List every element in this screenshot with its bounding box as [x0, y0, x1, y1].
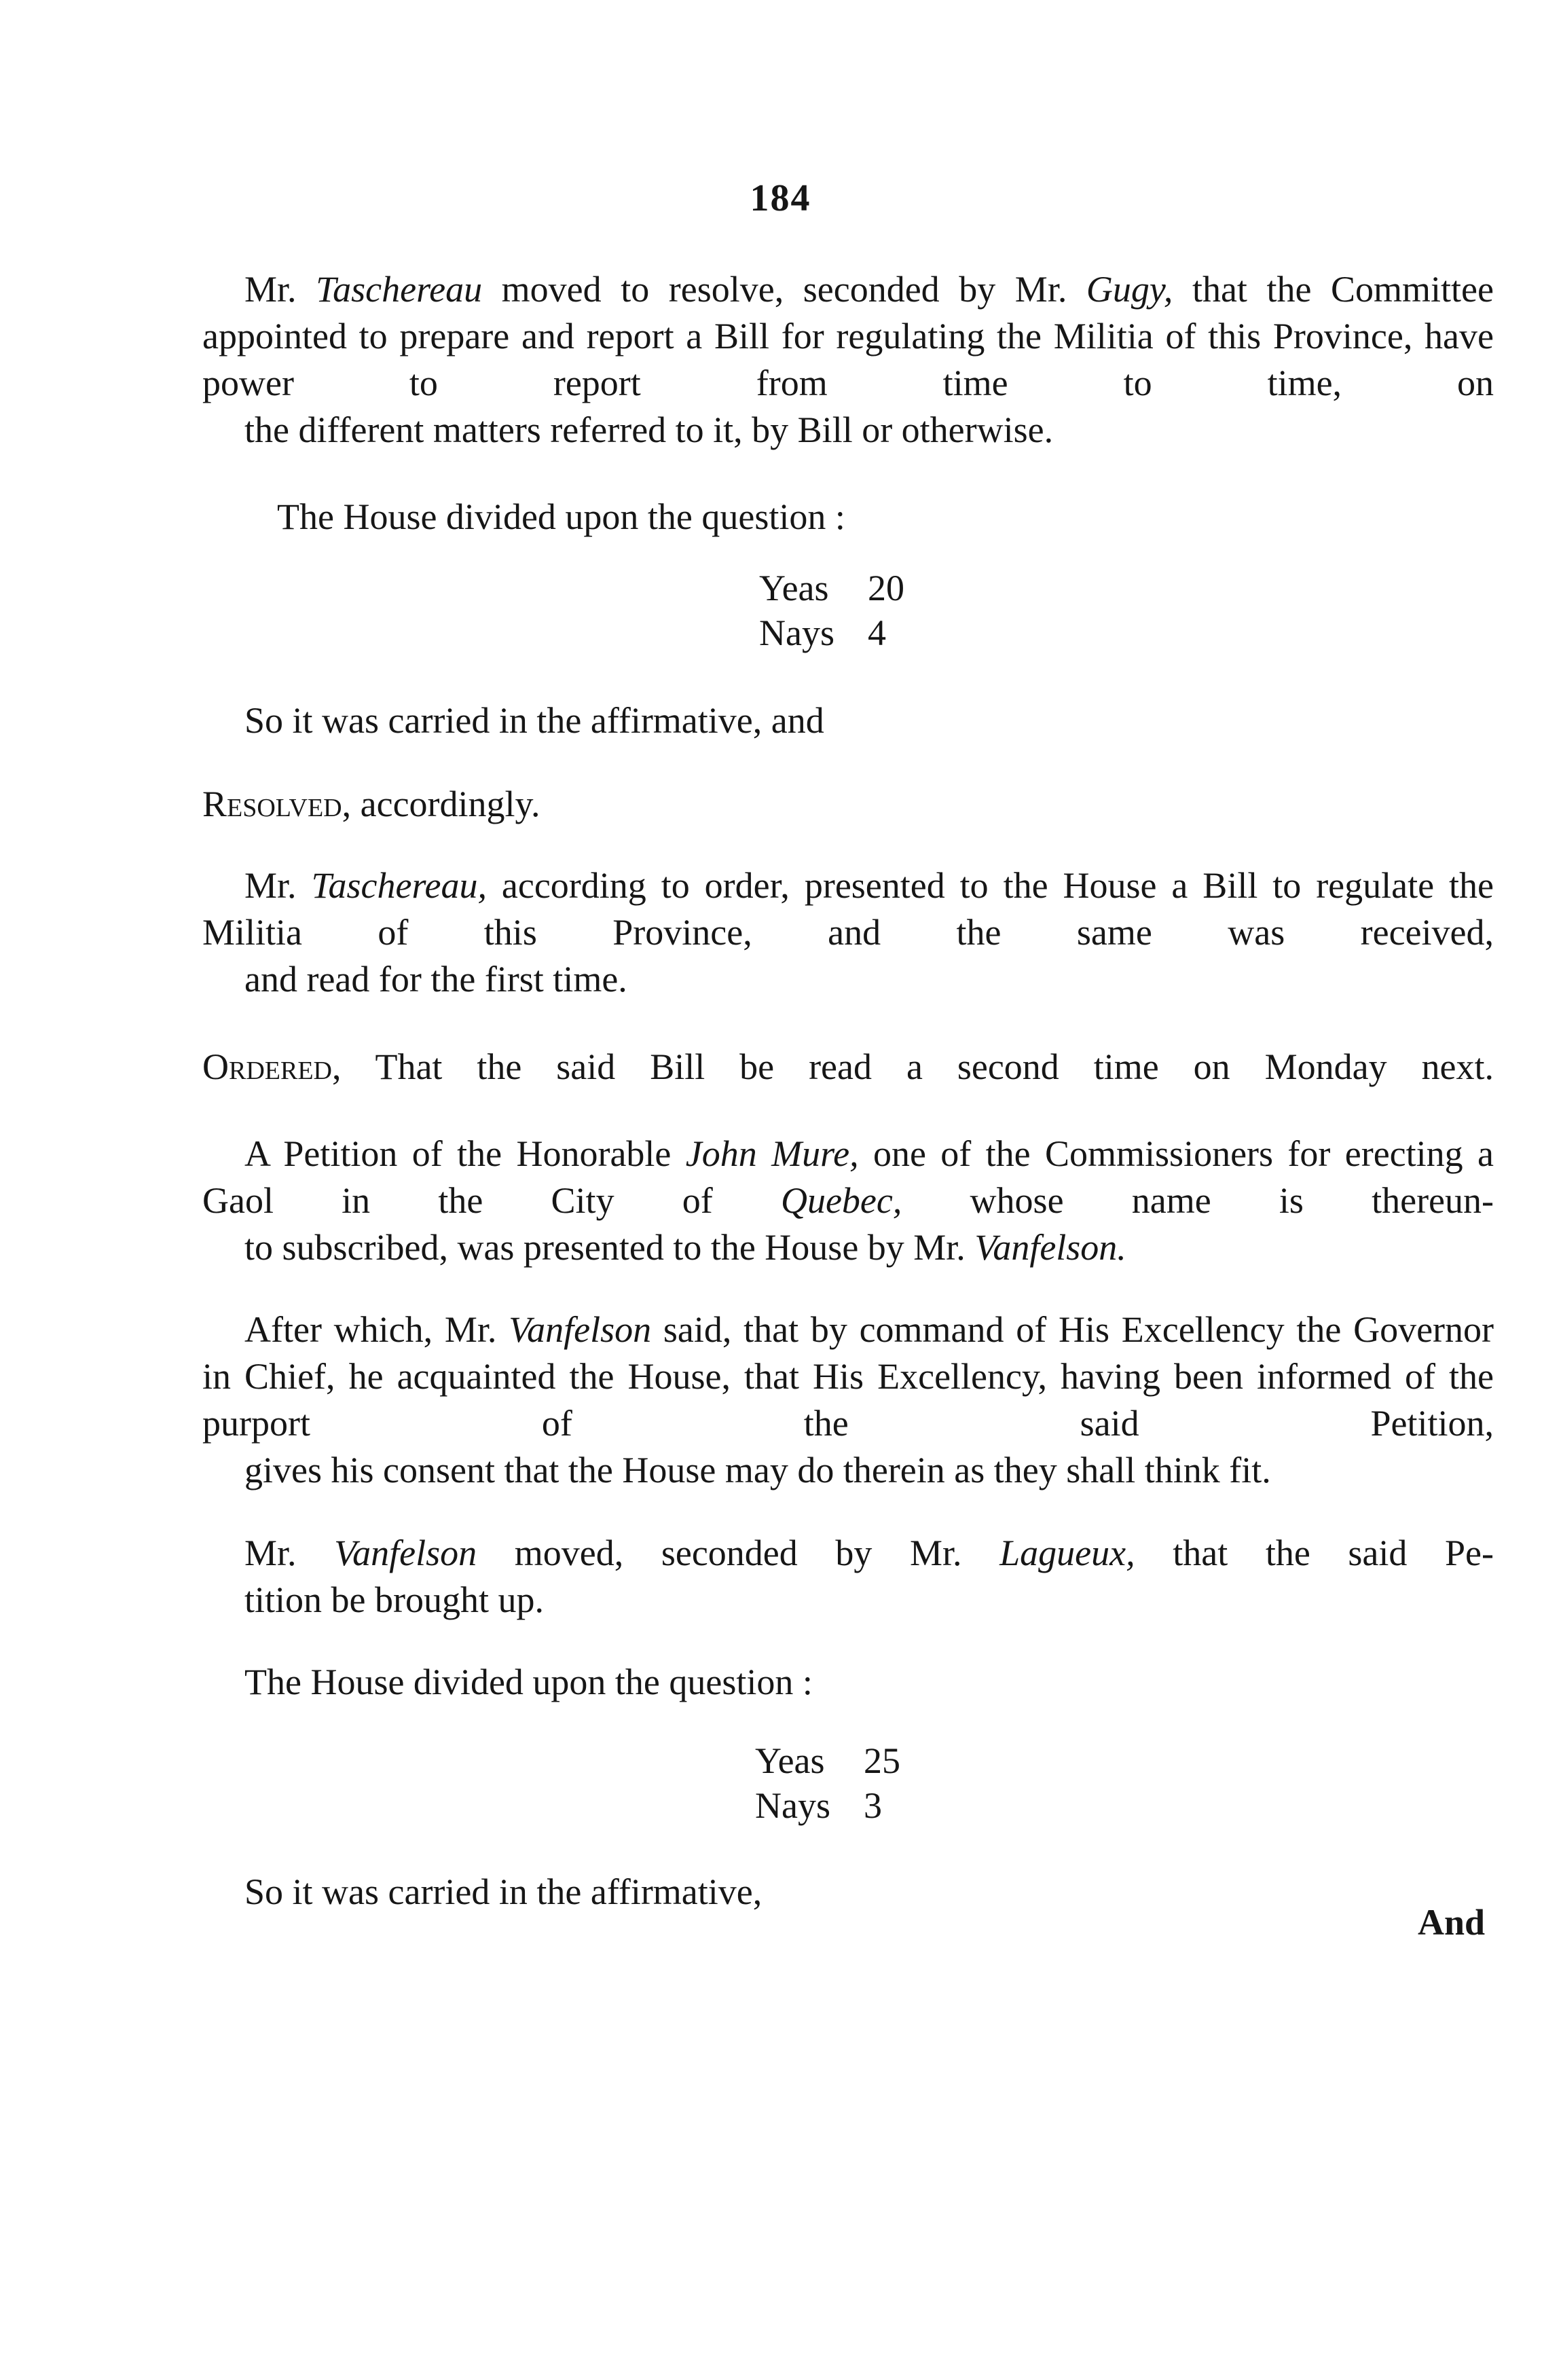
nays-label: Nays: [759, 612, 834, 653]
text: Mr.: [244, 269, 316, 310]
yeas-label: Yeas: [759, 568, 829, 608]
paragraph-last-line: gives his consent that the House may do therein as they shall think fit.: [244, 1450, 1271, 1490]
paragraph-carried-affirmative: So it was carried in the affirmative, and: [244, 700, 824, 741]
page-number: 184: [750, 177, 811, 219]
paragraph-motion-militia-committee: [202, 266, 1494, 454]
paragraph-last-line: and read for the first time.: [244, 959, 627, 1000]
text: that the said Pe-: [1135, 1533, 1494, 1573]
yeas-label: Yeas: [755, 1740, 825, 1781]
text: accordingly.: [351, 784, 540, 824]
text: moved to resolve, seconded by Mr.: [482, 269, 1086, 310]
text: to subscribed, was presented to the House by Mr.: [244, 1227, 975, 1268]
text: Mr.: [244, 865, 312, 906]
paragraph-resolved: [202, 781, 1494, 828]
vote-nays-row: [755, 1783, 882, 1828]
paragraph-last-line: tition be brought up.: [244, 1579, 544, 1620]
yeas-count: 25: [864, 1740, 900, 1781]
yeas-count: 20: [868, 568, 904, 608]
place-name: Quebec,: [780, 1180, 902, 1221]
nays-label: Nays: [755, 1785, 830, 1826]
member-name: Vanfelson.: [974, 1227, 1126, 1268]
vote-yeas-row: [755, 1738, 900, 1783]
text: Mr.: [244, 1533, 335, 1573]
person-name: John Mure,: [685, 1133, 859, 1174]
text: whose name is thereun-: [902, 1180, 1494, 1221]
paragraph-petition-brought-up-motion: [202, 1530, 1494, 1624]
vote-nays-row: [759, 610, 886, 655]
paragraph-carried-affirmative-second: So it was carried in the affirmative,: [244, 1871, 763, 1912]
paragraph-governor-consent: [202, 1306, 1494, 1494]
paragraph-last-line: the different matters referred to it, by Bill or otherwise.: [244, 409, 1054, 450]
paragraph-last-line: [202, 1224, 1494, 1271]
vote-yeas-row: [759, 566, 904, 610]
member-name: Taschereau: [316, 269, 483, 310]
text: that the Committee appointed to prepare and report a Bill for regulating the Militia of this Province, have power to report from time to time, on: [202, 269, 1494, 403]
text: After which, Mr.: [244, 1309, 509, 1350]
text: one of the Commissioners for erecting a Gaol in the City of: [202, 1133, 1494, 1221]
text: according to order, presented to the House a Bill to regulate the Militia of this Province, and the same was received,: [202, 865, 1494, 953]
text: A Petition of the Honorable: [244, 1133, 686, 1174]
nays-count: 4: [868, 612, 886, 653]
text: said, that by command of His Excellency the Governor in Chief, he acquainted the House, that His Excellency, having been informed of the purport of the said Petition,: [202, 1309, 1494, 1444]
member-name: Gugy,: [1086, 269, 1173, 310]
paragraph-house-divided: The House divided upon the question :: [277, 496, 845, 537]
paragraph-house-divided-second: The House divided upon the question :: [244, 1662, 813, 1702]
paragraph-bill-presented: [202, 862, 1494, 1003]
resolved-keyword: Resolved,: [202, 784, 352, 824]
ordered-keyword: Ordered,: [202, 1046, 342, 1087]
text: That the said Bill be read a second time on Monday next.: [341, 1046, 1494, 1087]
paragraph-ordered-second-reading: [202, 1044, 1494, 1091]
member-name: Vanfelson: [334, 1533, 477, 1573]
member-name: Vanfelson: [509, 1309, 652, 1350]
text: moved, seconded by Mr.: [477, 1533, 1000, 1573]
nays-count: 3: [864, 1785, 882, 1826]
catchword: And: [1418, 1902, 1486, 1943]
paragraph-petition-john-mure: [202, 1131, 1494, 1271]
member-name: Lagueux,: [999, 1533, 1135, 1573]
member-name: Taschereau,: [311, 865, 487, 906]
